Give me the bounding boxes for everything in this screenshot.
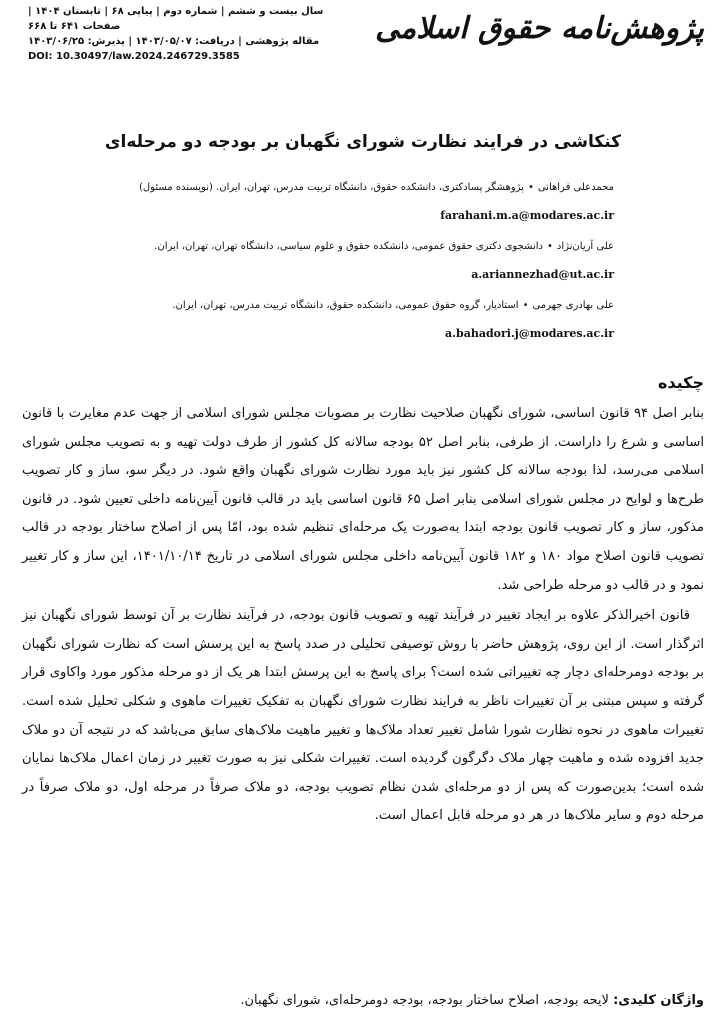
author-email[interactable]: a.bahadori.j@modares.ac.ir (445, 327, 614, 340)
author-3 (100, 298, 614, 314)
issue-line: سال بیست و ششم | شماره دوم | پیاپی ۶۸ | تابستان ۱۴۰۴ | صفحات ۶۴۱ تا ۶۶۸ (28, 6, 324, 32)
author-affiliation: پژوهشگر پسادکتری، دانشکده حقوق، دانشگاه تربیت مدرس، تهران، ایران. (نویسنده مسئول) (139, 182, 524, 193)
bullet-icon: • (527, 182, 534, 193)
abstract-paragraph: بنابر اصل ۹۴ قانون اساسی، شورای نگهبان صلاحیت نظارت بر مصوبات مجلس شورای اسلامی از جهت عدم مغایرت با قانون اساسی و شرع را داراست. از طرفی، بنابر اصل ۵۲ بودجه سالانه کل کشور از طرف دولت تهیه و به تصویب مجلس شورای اسلامی می‌رسد، لذا بودجه سالانه کل کشور نیز باید مورد نظارت شورای نگهبان واقع شود. در دیگر سو، ساز و کار تصویب طرح‌ها و لوایح در مجلس شورای اسلامی بنابر اصل ۶۵ قانون اساسی باید در قالب قانون آیین‌نامه داخلی تعیین شود. در قانون مذکور، ساز و کار تصویب قانون بودجه ابتدا به‌صورت یک مرحله‌ای تنظیم شده بود، امّا پس از اصلاح ساختار بودجه در قالب تصویب قانون اصلاح مواد ۱۸۰ و ۱۸۲ قانون آیین‌نامه داخلی مجلس شورای اسلامی در تاریخ ۱۴۰۱/۱۰/۱۴، این ساز و کار تغییر نمود و در قالب دو مرحله طراحی شد. (22, 406, 705, 593)
journal-logo: پژوهش‌نامه حقوق اسلامی (375, 11, 704, 46)
abstract-paragraph: قانون اخیرالذکر علاوه بر ایجاد تغییر در فرآیند تهیه و تصویب قانون بودجه، در فرآیند نظارت بر آن توسط شورای نگهبان نیز اثرگذار است. از این روی، پژوهش حاضر با روش توصیفی تحلیلی در صدد پاسخ به این پرسش است که نظارت شورای نگهبان بر بودجه دومرحله‌ای دچار چه تغییراتی شده است؟ برای پاسخ به این پرسش ابتدا هر یک از دو مرحله مذکور مورد واکاوی قرار گرفته و سپس مبتنی بر آن تغییرات ناظر به فرایند نظارت شورای نگهبان به تفکیک تغییرات ماهوی و شکلی تحلیل شده است. تغییرات ماهوی در نحوه نظارت شورا شامل تغییر تعداد ملاک‌ها و تغییر ماهیت ملاک‌های سابق می‌باشد که در نتیجه آن دو ملاک جدید افزوده شده و ماهیت چهار ملاک دگرگون گردیده است. تغییرات شکلی نیز به صورت تغییر در زمان اعمال ملاک‌ها نمایان شده است؛ بدین‌صورت که پس از دو مرحله‌ای شدن نظام تصویب بودجه، دو ملاک صرفاً در مرحله اول، دو ملاک صرفاً در مرحله دوم و سایر ملاک‌ها در هر دو مرحله قابل اعمال است. (22, 608, 704, 824)
keywords-label: واژگان کلیدی: (613, 993, 704, 1008)
bullet-icon: • (522, 300, 529, 311)
abstract-body (22, 400, 704, 831)
authors-block (100, 180, 614, 357)
author-name: علی آریان‌نژاد (556, 241, 614, 252)
doi-link[interactable]: DOI: 10.30497/law.2024.246729.3585 (28, 51, 240, 62)
author-affiliation: دانشجوی دکتری حقوق عمومی، دانشکده حقوق و علوم سیاسی، دانشگاه تهران، تهران، ایران. (154, 241, 543, 252)
keywords-text: لایحه بودجه، اصلاح ساختار بودجه، بودجه دومرحله‌ای، شورای نگهبان. (240, 993, 609, 1008)
abstract-heading: چکیده (657, 373, 704, 392)
author-affiliation: استادیار، گروه حقوق عمومی، دانشکده حقوق، دانشگاه تربیت مدرس، تهران، ایران. (172, 300, 519, 311)
author-1 (100, 180, 614, 196)
author-email[interactable]: farahani.m.a@modares.ac.ir (440, 209, 614, 222)
dates-line: مقاله پژوهشی | دریافت: ۱۴۰۳/۰۵/۰۷ | پذیرش: ۱۴۰۳/۰۶/۲۵ (28, 36, 320, 47)
author-2 (100, 239, 614, 255)
issue-info (28, 4, 348, 64)
author-name: محمدعلی فراهانی (537, 182, 614, 193)
article-title: کنکاشی در فرایند نظارت شورای نگهبان بر بودجه دو مرحله‌ای (104, 132, 622, 152)
bullet-icon: • (546, 241, 553, 252)
author-email[interactable]: a.ariannezhad@ut.ac.ir (471, 268, 614, 281)
keywords (22, 990, 704, 1012)
author-name: علی بهادری جهرمی (532, 300, 614, 311)
